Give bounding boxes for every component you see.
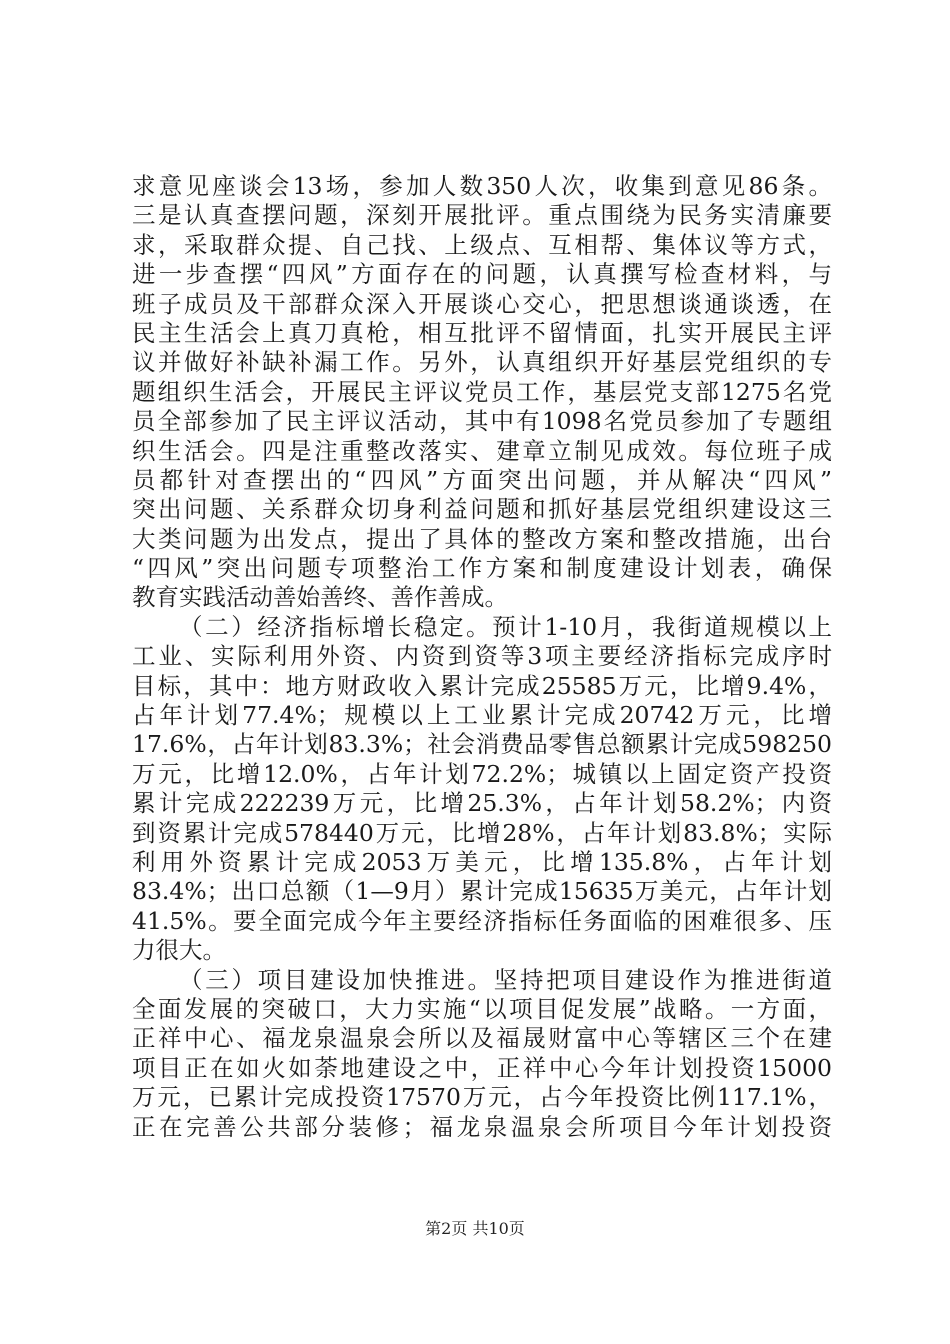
text-line: 班子成员及干部群众深入开展谈心交心，把思想谈通谈透，在	[132, 289, 832, 318]
text-line: 织生活会。四是注重整改落实、建章立制见成效。每位班子成	[132, 436, 832, 465]
text-line: 民主生活会上真刀真枪，相互批评不留情面，扎实开展民主评	[132, 318, 832, 347]
text-line: 万元，已累计完成投资17570万元，占今年投资比例117.1%，	[132, 1083, 832, 1112]
text-line: “四风”突出问题专项整治工作方案和制度建设计划表，确保	[132, 554, 832, 583]
text-line: 占年计划77.4%；规模以上工业累计完成20742万元，比增	[132, 701, 832, 730]
text-line: 正在完善公共部分装修；福龙泉温泉会所项目今年计划投资	[132, 1112, 832, 1141]
text-line: 目标，其中：地方财政收入累计完成25585万元，比增9.4%，	[132, 671, 832, 700]
text-line: 利用外资累计完成2053万美元，比增135.8%，占年计划	[132, 847, 832, 876]
text-line: 求意见座谈会13场，参加人数350人次，收集到意见86条。	[132, 172, 832, 200]
text-line: 17.6%，占年计划83.3%；社会消费品零售总额累计完成598250	[132, 730, 832, 759]
text-line: （二）经济指标增长稳定。预计1-10月，我街道规模以上	[179, 612, 832, 641]
text-line: 全面发展的突破口，大力实施“以项目促发展”战略。一方面，	[132, 994, 832, 1023]
text-line: 员都针对查摆出的“四风”方面突出问题，并从解决“四风”	[132, 465, 832, 494]
text-line: 大类问题为出发点，提出了具体的整改方案和整改措施，出台	[132, 524, 832, 553]
text-line: 议并做好补缺补漏工作。另外，认真组织开好基层党组织的专	[132, 348, 832, 377]
text-line: 到资累计完成578440万元，比增28%，占年计划83.8%；实际	[132, 818, 832, 847]
text-line: 83.4%；出口总额（1—9月）累计完成15635万美元，占年计划	[132, 877, 832, 906]
text-line: 题组织生活会，开展民主评议党员工作，基层党支部1275名党	[132, 377, 832, 406]
page-footer: 第2页 共10页	[425, 1219, 525, 1238]
text-line: 突出问题、关系群众切身利益问题和抓好基层党组织建设这三	[132, 495, 832, 524]
text-line: 进一步查摆“四风”方面存在的问题，认真撰写检查材料，与	[132, 260, 832, 289]
text-line: 工业、实际利用外资、内资到资等3项主要经济指标完成序时	[132, 642, 832, 671]
text-line: 正祥中心、福龙泉温泉会所以及福晟财富中心等辖区三个在建	[132, 1024, 832, 1053]
text-line: 三是认真查摆问题，深刻开展批评。重点围绕为民务实清廉要	[132, 201, 832, 230]
body-text	[132, 172, 832, 1142]
text-line: 员全部参加了民主评议活动，其中有1098名党员参加了专题组	[132, 407, 832, 436]
text-line: （三）项目建设加快推进。坚持把项目建设作为推进街道	[179, 965, 832, 994]
text-line: 教育实践活动善始善终、善作善成。	[132, 583, 508, 612]
text-line: 项目正在如火如荼地建设之中，正祥中心今年计划投资15000	[132, 1053, 832, 1082]
text-line: 求，采取群众提、自己找、上级点、互相帮、集体议等方式，	[132, 230, 832, 259]
text-line: 力很大。	[132, 936, 226, 965]
text-line: 累计完成222239万元，比增25.3%，占年计划58.2%；内资	[132, 789, 832, 818]
text-line: 万元，比增12.0%，占年计划72.2%；城镇以上固定资产投资	[132, 759, 832, 788]
text-line: 41.5%。要全面完成今年主要经济指标任务面临的困难很多、压	[132, 906, 832, 935]
